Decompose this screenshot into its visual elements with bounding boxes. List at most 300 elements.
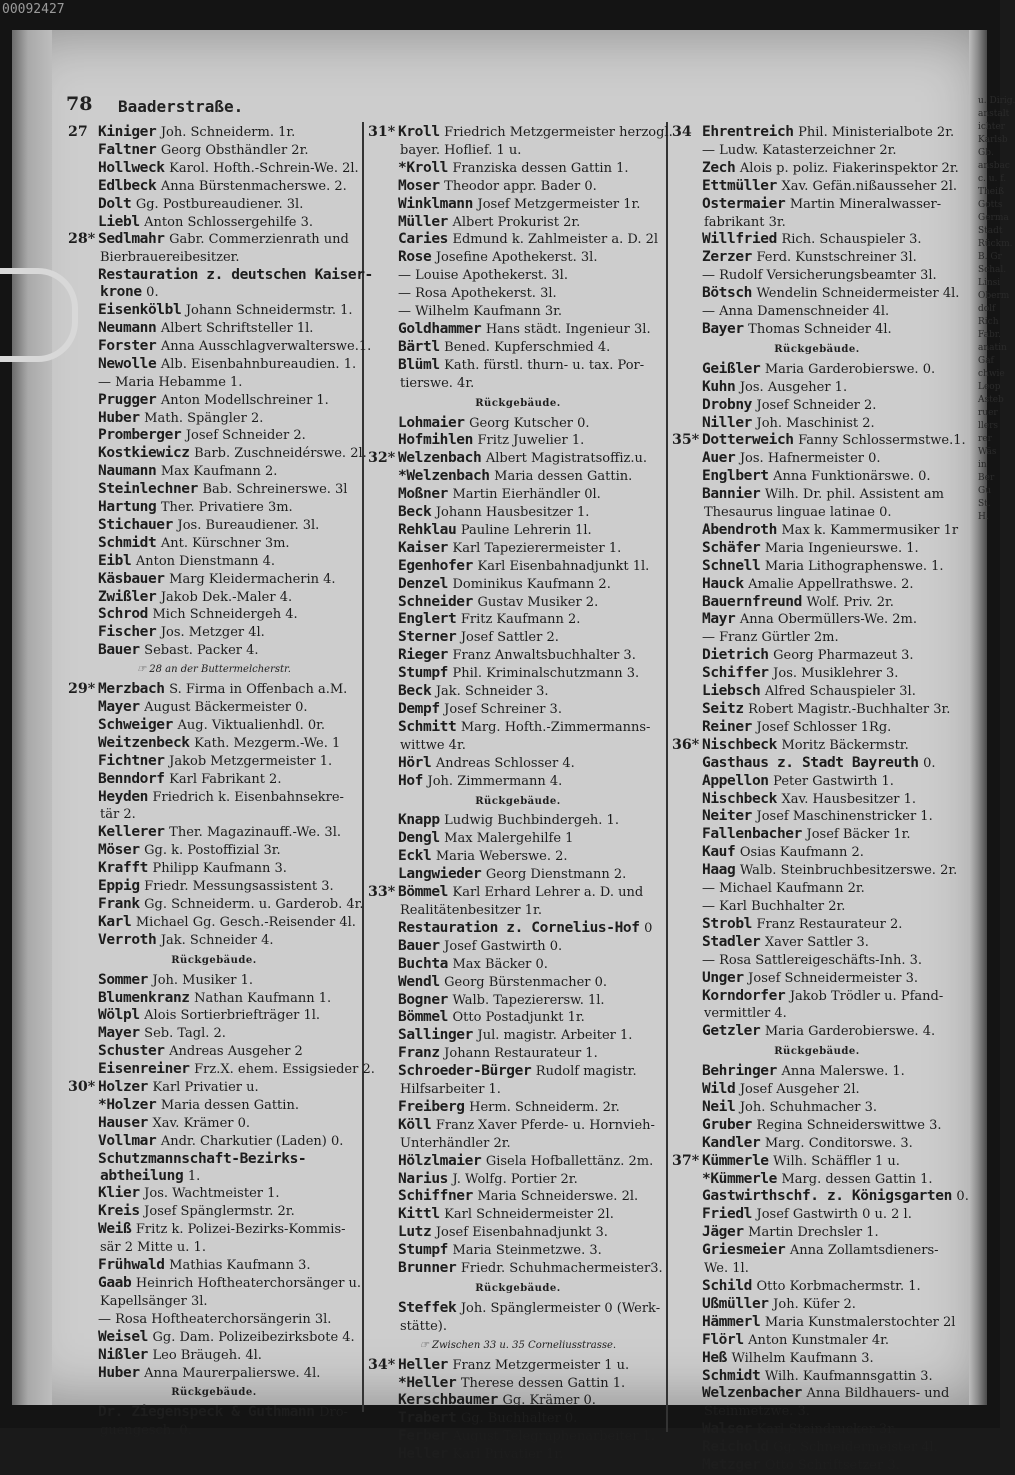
- resident-name: Lohmaier: [398, 414, 465, 431]
- directory-entry: [68, 681, 360, 699]
- directory-entry: [672, 862, 962, 880]
- directory-entry: [68, 972, 360, 990]
- resident-details: Anna Funktionärswe. 0.: [773, 469, 931, 485]
- resident-details: Maria dessen Gattin.: [160, 1097, 299, 1113]
- fragment-line: Oberm: [978, 291, 1010, 301]
- directory-entry: [672, 267, 962, 285]
- directory-entry: [672, 468, 962, 486]
- resident-details: Gg. Buchhalter 0.: [460, 1411, 578, 1427]
- resident-details: Fritz Kaufmann 2.: [460, 612, 581, 628]
- resident-details: Kath. fürstl. thurn- u. tax. Por-: [444, 357, 645, 373]
- resident-name: Stadler: [702, 933, 761, 950]
- directory-entry: [672, 737, 962, 755]
- resident-name: Bärtl: [398, 338, 440, 355]
- directory-entry: [68, 1043, 360, 1061]
- resident-details: Kapellsänger 3l.: [100, 1293, 208, 1309]
- resident-name: Moßner: [398, 486, 448, 503]
- resident-name: Neiter: [702, 808, 752, 825]
- resident-name: Frühwald: [98, 1257, 165, 1274]
- resident-details: Hilfsarbeiter 1.: [400, 1082, 501, 1098]
- resident-details: Maria Weberswe. 2.: [435, 849, 568, 865]
- resident-details: Anton Schlossergehilfe 3.: [144, 214, 314, 230]
- rear-building-heading: Rückgebäude.: [774, 343, 860, 355]
- directory-entry: [68, 606, 360, 624]
- resident-name: Seitz: [702, 701, 744, 717]
- resident-details: Anton Modellschreiner 1.: [160, 392, 329, 408]
- directory-entry: [68, 410, 360, 428]
- rear-building-heading: Rückgebäude.: [475, 1283, 561, 1294]
- resident-name: Dr. Ziegenspeck & Guthmann: [98, 1404, 315, 1421]
- house-number: 35*: [672, 432, 700, 449]
- directory-entry: [672, 415, 962, 433]
- street-name: Baaderstraße.: [118, 97, 244, 116]
- directory-entry: [368, 920, 668, 938]
- resident-name: Ferber: [398, 1428, 448, 1445]
- directory-entry: [368, 178, 668, 196]
- resident-name: Frank: [98, 895, 140, 912]
- resident-name: Gastwirthschf. z. Königsgarten: [702, 1188, 952, 1205]
- resident-details: Jak. Schneider 3.: [435, 684, 549, 700]
- resident-details: Frz.X. ehem. Essigsieder 2.: [194, 1062, 375, 1078]
- directory-entry: [672, 450, 962, 468]
- directory-entry: [368, 1224, 668, 1242]
- directory-entry: [68, 320, 360, 338]
- directory-entry: [68, 160, 360, 178]
- resident-name: *Kümmerle: [702, 1170, 777, 1187]
- resident-name: Schutzmannschaft-Bezirks-: [98, 1150, 307, 1167]
- resident-name: Langwieder: [398, 866, 482, 883]
- house-number: 34: [672, 124, 692, 140]
- directory-entry: [68, 1329, 360, 1347]
- resident-details: Karl Tapezierermeister 1.: [452, 540, 622, 556]
- resident-name: Schiffner: [398, 1188, 473, 1205]
- directory-entry: [68, 214, 360, 232]
- resident-details: Max k. Kammermusiker 1r: [781, 522, 959, 538]
- directory-entry: [368, 1300, 668, 1318]
- fragment-line: in: [978, 460, 987, 470]
- directory-entry: [672, 970, 962, 988]
- resident-details: Maria Garderobierswe. 0.: [764, 361, 936, 377]
- directory-entry: [672, 321, 962, 339]
- resident-details: Aug. Viktualienhdl. 0r.: [177, 717, 326, 733]
- directory-entry: [368, 1242, 668, 1260]
- directory-entry: [672, 898, 962, 916]
- resident-details: Josef Schneidermeister 3.: [748, 970, 919, 986]
- resident-details: Franziska dessen Gattin 1.: [452, 160, 629, 176]
- resident-name: Holzer: [98, 1079, 148, 1096]
- resident-name: Kümmerle: [702, 1152, 769, 1169]
- resident-details: 1.: [187, 1168, 201, 1184]
- resident-name: Nischbeck: [702, 790, 777, 807]
- resident-name: Korndorfer: [702, 987, 786, 1004]
- directory-entry: [68, 499, 360, 517]
- resident-details: Wolf. Priv. 2r.: [806, 594, 894, 610]
- directory-entry: [672, 1350, 962, 1368]
- house-number: 37*: [672, 1152, 700, 1169]
- resident-details: Karl Eisenbahnadjunkt 1l.: [477, 558, 650, 574]
- resident-details: Therese dessen Gattin 1.: [460, 1375, 626, 1391]
- resident-details: — Rosa Sattlereigeschäfts-Inh. 3.: [702, 952, 923, 968]
- resident-name: Winklmann: [398, 195, 473, 212]
- directory-entry: [368, 214, 668, 232]
- directory-entry: [68, 517, 360, 535]
- resident-details: Fanny Schlossermstwe.1.: [798, 433, 966, 449]
- directory-entry: [368, 1188, 668, 1206]
- rear-building-heading: Rückgebäude.: [171, 954, 257, 966]
- resident-details: Josef Eisenbahnadjunkt 3.: [435, 1225, 608, 1241]
- resident-name: Hofmihlen: [398, 432, 473, 449]
- directory-entry: [68, 231, 360, 249]
- house-number: 31*: [368, 124, 396, 140]
- directory-entry: [672, 719, 962, 737]
- house-number: 30*: [68, 1079, 96, 1096]
- resident-details: Ther. Magazinauff.-We. 3l.: [169, 825, 341, 841]
- directory-entry: [68, 196, 360, 214]
- resident-name: Naumann: [98, 463, 157, 480]
- resident-name: Mayer: [98, 699, 140, 715]
- entry-continuation: [68, 284, 360, 302]
- resident-details: Maria Kunstmalerstochter 2l: [764, 1314, 956, 1330]
- resident-details: Karl Fabrikant 2.: [169, 771, 282, 787]
- resident-details: Theodor appr. Bader 0.: [444, 178, 597, 194]
- resident-name: Hämmerl: [702, 1313, 761, 1330]
- directory-entry: [68, 1061, 375, 1079]
- resident-name: Bötsch: [702, 285, 752, 302]
- resident-details: 0.: [923, 755, 936, 771]
- resident-name: Kuhn: [702, 378, 736, 395]
- directory-entry: [68, 535, 360, 553]
- resident-details: Kath. Mezgerm.-We. 1: [194, 735, 341, 751]
- resident-details: stätte).: [400, 1318, 447, 1334]
- resident-details: Maria Schneiderswe. 2l.: [477, 1189, 639, 1205]
- directory-entry: [68, 1365, 360, 1383]
- resident-name: Kellerer: [98, 824, 165, 841]
- resident-details: tierswe. 4r.: [400, 375, 475, 391]
- resident-details: Regina Schneiderswittwe 3.: [756, 1117, 942, 1133]
- resident-details: Josef Gastwirth 0.: [444, 938, 563, 954]
- resident-details: Johann Schneidermstr. 1.: [185, 303, 353, 319]
- fragment-line: c. u. f.: [978, 174, 1007, 184]
- resident-name: Dempf: [398, 701, 440, 717]
- resident-name: Weitzenbeck: [98, 734, 190, 751]
- resident-details: Gg. Postbureaudiener. 3l.: [135, 196, 304, 212]
- resident-name: Narius: [398, 1170, 448, 1187]
- resident-details: Jakob Metzgermeister 1.: [169, 753, 333, 769]
- resident-details: Franz Restaurateur 2.: [756, 916, 903, 932]
- directory-entry: [68, 1133, 360, 1151]
- directory-entry: [672, 1314, 962, 1332]
- fragment-line: u. Dirig.: [978, 96, 1015, 106]
- directory-entry: [68, 771, 360, 789]
- resident-name: Bogner: [398, 991, 448, 1008]
- resident-details: Gg. Dam. Polizeibezirksbote 4.: [152, 1329, 355, 1345]
- resident-name: Schroeder-Bürger: [398, 1063, 532, 1080]
- directory-entry: [672, 934, 962, 952]
- directory-entry: [68, 1185, 360, 1203]
- entry-continuation: [672, 1005, 962, 1023]
- resident-details: Maria Garderobierswe. 4.: [764, 1024, 936, 1040]
- fragment-line: llers: [978, 421, 999, 431]
- resident-name: Eckl: [398, 848, 432, 865]
- resident-details: Ludwig Buchbindergeh. 1.: [444, 813, 619, 829]
- directory-entry: [68, 1151, 360, 1168]
- fragment-line: ansbac: [978, 161, 1010, 171]
- resident-details: Karl Steindrucker 3r.: [756, 1422, 897, 1438]
- directory-entry: [68, 624, 360, 642]
- resident-name: Denzel: [398, 575, 448, 592]
- directory-entry: [672, 142, 962, 160]
- rear-building-heading: Rückgebäude.: [475, 397, 561, 409]
- resident-name: Heller: [398, 1356, 448, 1373]
- resident-details: Marg Kleidermacherin 4.: [169, 571, 336, 587]
- directory-entry: [672, 916, 962, 934]
- resident-details: Josef Ausgeher 2l.: [739, 1082, 860, 1098]
- directory-entry: [672, 1081, 962, 1099]
- resident-name: Reiner: [702, 718, 752, 735]
- resident-details: Andreas Schlosser 4.: [435, 755, 575, 771]
- directory-entry: [368, 884, 668, 902]
- directory-entry: [672, 540, 962, 558]
- resident-details: Georg Dienstmann 2.: [485, 867, 627, 883]
- resident-details: Georg Bürstenmacher 0.: [444, 974, 608, 990]
- cross-reference-note: ☞ Zwischen 33 u. 35 Corneliusstrasse.: [419, 1339, 617, 1351]
- resident-name: Hörl: [398, 754, 432, 771]
- resident-name: Prugger: [98, 391, 157, 408]
- resident-details: Steinmetzwe. 3.: [704, 1404, 810, 1420]
- resident-name: Bauer: [98, 642, 140, 659]
- resident-details: Hans städt. Ingenieur 3l.: [485, 321, 651, 337]
- resident-details: Bened. Kupferschmied 4.: [444, 339, 611, 355]
- fragment-line: chwie: [978, 369, 1005, 379]
- directory-entry: [672, 683, 962, 701]
- directory-entry: [368, 231, 668, 249]
- resident-name: Auer: [702, 450, 736, 467]
- resident-name: Flörl: [702, 1331, 744, 1348]
- entry-continuation: [368, 1318, 668, 1336]
- directory-entry: [68, 1311, 360, 1329]
- directory-entry: [672, 701, 962, 719]
- directory-entry: [68, 1275, 360, 1293]
- resident-details: Jos. Bureaudiener. 3l.: [177, 517, 320, 533]
- resident-name: Moser: [398, 177, 440, 194]
- entry-continuation: [368, 1135, 668, 1153]
- entry-continuation: [672, 504, 962, 522]
- resident-name: Caries: [398, 231, 448, 248]
- directory-entry: [368, 956, 668, 974]
- resident-name: Griesmeier: [702, 1242, 786, 1259]
- directory-entry: [672, 576, 962, 594]
- directory-entry: [672, 952, 962, 970]
- rear-building-heading: Rückgebäude.: [774, 1046, 860, 1058]
- resident-details: Jul. magistr. Arbeiter 1.: [477, 1028, 633, 1044]
- resident-details: Ferd. Kunstschreiner 3l.: [756, 250, 917, 266]
- resident-details: Michael Gg. Gesch.-Reisender 4l.: [135, 914, 356, 930]
- directory-entry: [368, 540, 668, 558]
- resident-details: Josefine Apothekerst. 3l.: [435, 250, 598, 266]
- resident-details: Leo Bräugeh. 4l.: [152, 1347, 262, 1363]
- resident-details: fabrikant 3r.: [704, 214, 786, 230]
- entry-continuation: [672, 1260, 962, 1278]
- resident-details: Friedr. Messungsassistent 3.: [144, 879, 334, 895]
- directory-entry: [672, 594, 962, 612]
- resident-details: Marg. Hofth.-Zimmermanns-: [460, 719, 651, 735]
- resident-details: Albert Magistratsoffiz.u.: [485, 451, 647, 467]
- directory-entry: [368, 1446, 668, 1464]
- resident-details: Friedrich k. Eisenbahnsekre-: [152, 789, 344, 805]
- resident-name: Kaiser: [398, 539, 448, 556]
- resident-name: Kiniger: [98, 124, 157, 140]
- resident-details: Josef Schreiner 3.: [444, 702, 562, 717]
- directory-entry: [368, 1260, 668, 1278]
- resident-name: Schnell: [702, 557, 761, 574]
- resident-details: tär 2.: [100, 807, 136, 823]
- directory-entry: [68, 589, 360, 607]
- resident-name: Eisenkölbl: [98, 302, 182, 319]
- resident-name: Getzler: [702, 1023, 761, 1040]
- resident-details: Jakob Trödler u. Pfand-: [789, 988, 944, 1004]
- resident-name: Eppig: [98, 878, 140, 895]
- fragment-line: Ber: [978, 473, 995, 483]
- resident-name: Zerzer: [702, 249, 752, 266]
- column-middle: [368, 124, 673, 1464]
- adjacent-page-fragment: [978, 95, 1015, 524]
- fragment-line: Fabr.: [978, 330, 1001, 340]
- directory-entry: [672, 1117, 962, 1135]
- resident-details: Amalie Appellrathswe. 2.: [748, 576, 914, 592]
- directory-entry: [368, 1027, 668, 1045]
- directory-entry: [368, 468, 668, 486]
- resident-name: Strobl: [702, 915, 752, 932]
- resident-name: Liebsch: [702, 683, 761, 700]
- resident-details: Josef Spänglermstr. 2r.: [144, 1204, 295, 1220]
- directory-entry: [68, 553, 360, 571]
- directory-entry: [368, 1206, 668, 1224]
- resident-details: August Telegraphenarbeiter 1.: [452, 1429, 656, 1445]
- resident-details: Wilh. Schäffler 1 u.: [773, 1153, 900, 1169]
- directory-entry: [68, 427, 360, 445]
- resident-name: Welzenbacher: [702, 1385, 802, 1402]
- resident-name: Schild: [702, 1278, 752, 1294]
- resident-details: Ant. Kürschner 3m.: [160, 535, 290, 551]
- directory-entry: [368, 450, 668, 468]
- resident-details: Dominikus Kaufmann 2.: [452, 576, 611, 592]
- directory-entry: [368, 719, 668, 737]
- resident-name: Trabert: [398, 1410, 457, 1427]
- resident-name: Heß: [702, 1349, 727, 1366]
- directory-entry: [368, 1375, 668, 1393]
- resident-details: Bierbrauereibesitzer.: [100, 250, 240, 266]
- resident-details: Joh. Maschinist 2.: [756, 415, 875, 431]
- resident-name: Klier: [98, 1185, 140, 1202]
- directory-entry: [368, 1099, 668, 1117]
- entry-continuation: [68, 806, 360, 824]
- directory-entry: [672, 1296, 962, 1314]
- resident-name: Bannier: [702, 486, 761, 503]
- resident-details: Albert Prokurist 2r.: [452, 214, 581, 230]
- directory-entry: [368, 486, 668, 504]
- fragment-line: B. Gr: [978, 252, 1002, 262]
- resident-name: Mayr: [702, 611, 736, 628]
- directory-entry: [672, 1023, 962, 1041]
- resident-name: Nißler: [98, 1346, 148, 1363]
- resident-name: Blüml: [398, 356, 440, 373]
- directory-entry: [368, 267, 668, 285]
- directory-entry: [672, 844, 962, 862]
- resident-name: Forster: [98, 337, 157, 354]
- directory-entry: [672, 826, 962, 844]
- fragment-line: Asteb: [978, 395, 1004, 405]
- resident-details: Otto Postadjunkt 1r.: [452, 1010, 585, 1026]
- resident-name: Schiffer: [702, 665, 769, 682]
- directory-entry: [68, 392, 360, 410]
- directory-entry: [68, 1007, 360, 1025]
- resident-name: Haag: [702, 862, 736, 879]
- resident-details: Walb. Steinbruchbesitzerswe. 2r.: [739, 863, 958, 879]
- resident-name: Fischer: [98, 624, 157, 641]
- directory-entry: [672, 988, 962, 1006]
- directory-entry: [672, 880, 962, 898]
- resident-name: Schuster: [98, 1043, 165, 1060]
- directory-entry: [368, 629, 668, 647]
- resident-name: Weiß: [98, 1221, 132, 1238]
- resident-name: Neumann: [98, 319, 157, 336]
- resident-name: Kauf: [702, 844, 736, 861]
- directory-entry: [672, 486, 962, 504]
- directory-entry: [672, 665, 962, 683]
- directory-entry: [368, 249, 668, 267]
- directory-entry: [368, 576, 668, 594]
- resident-details: Maria Lithographenswe. 1.: [764, 558, 944, 574]
- directory-entry: [68, 571, 360, 589]
- directory-entry: [672, 1224, 962, 1242]
- directory-entry: [368, 522, 668, 540]
- directory-entry: [68, 1347, 360, 1365]
- resident-details: — Franz Gürtler 2m.: [702, 630, 839, 646]
- resident-name: Vollmar: [98, 1132, 157, 1149]
- resident-name: *Holzer: [98, 1096, 157, 1113]
- directory-entry: [68, 1097, 360, 1115]
- resident-details: Dro-: [319, 1405, 348, 1421]
- directory-entry: [672, 522, 962, 540]
- fragment-line: Rückm.: [978, 239, 1013, 249]
- resident-name: Newolle: [98, 355, 157, 372]
- directory-entry: [68, 990, 360, 1008]
- resident-details: — Anna Damenschneider 4l.: [702, 304, 890, 320]
- resident-details: Robert Magistr.-Buchhalter 3r.: [748, 702, 951, 717]
- resident-name: Dotterweich: [702, 432, 794, 449]
- directory-entry: [672, 1188, 969, 1206]
- resident-details: Jos. Hafnermeister 0.: [739, 451, 881, 467]
- fragment-line: anatin: [978, 343, 1007, 353]
- directory-entry: [368, 683, 668, 701]
- resident-name: Möser: [98, 842, 140, 859]
- resident-name: Brunner: [398, 1260, 457, 1277]
- resident-name: Sallinger: [398, 1027, 473, 1044]
- resident-name: Kroll: [398, 124, 440, 140]
- resident-details: Friedr. Schuhmachermeister3.: [460, 1261, 663, 1277]
- directory-entry: [368, 415, 668, 433]
- entry-continuation: [672, 1403, 962, 1421]
- fragment-line: Leop: [978, 382, 1001, 392]
- resident-details: Josef Schneider 2.: [185, 428, 306, 444]
- fragment-line: Germa: [978, 213, 1009, 223]
- resident-details: Seb. Tagl. 2.: [144, 1026, 226, 1042]
- directory-entry: [672, 379, 962, 397]
- resident-details: Barb. Zuschneidérswe. 2l.: [194, 446, 367, 462]
- resident-details: Joh. Schuhmacher 3.: [739, 1099, 877, 1115]
- resident-details: wittwe 4r.: [400, 737, 466, 753]
- entry-continuation: [68, 1422, 360, 1440]
